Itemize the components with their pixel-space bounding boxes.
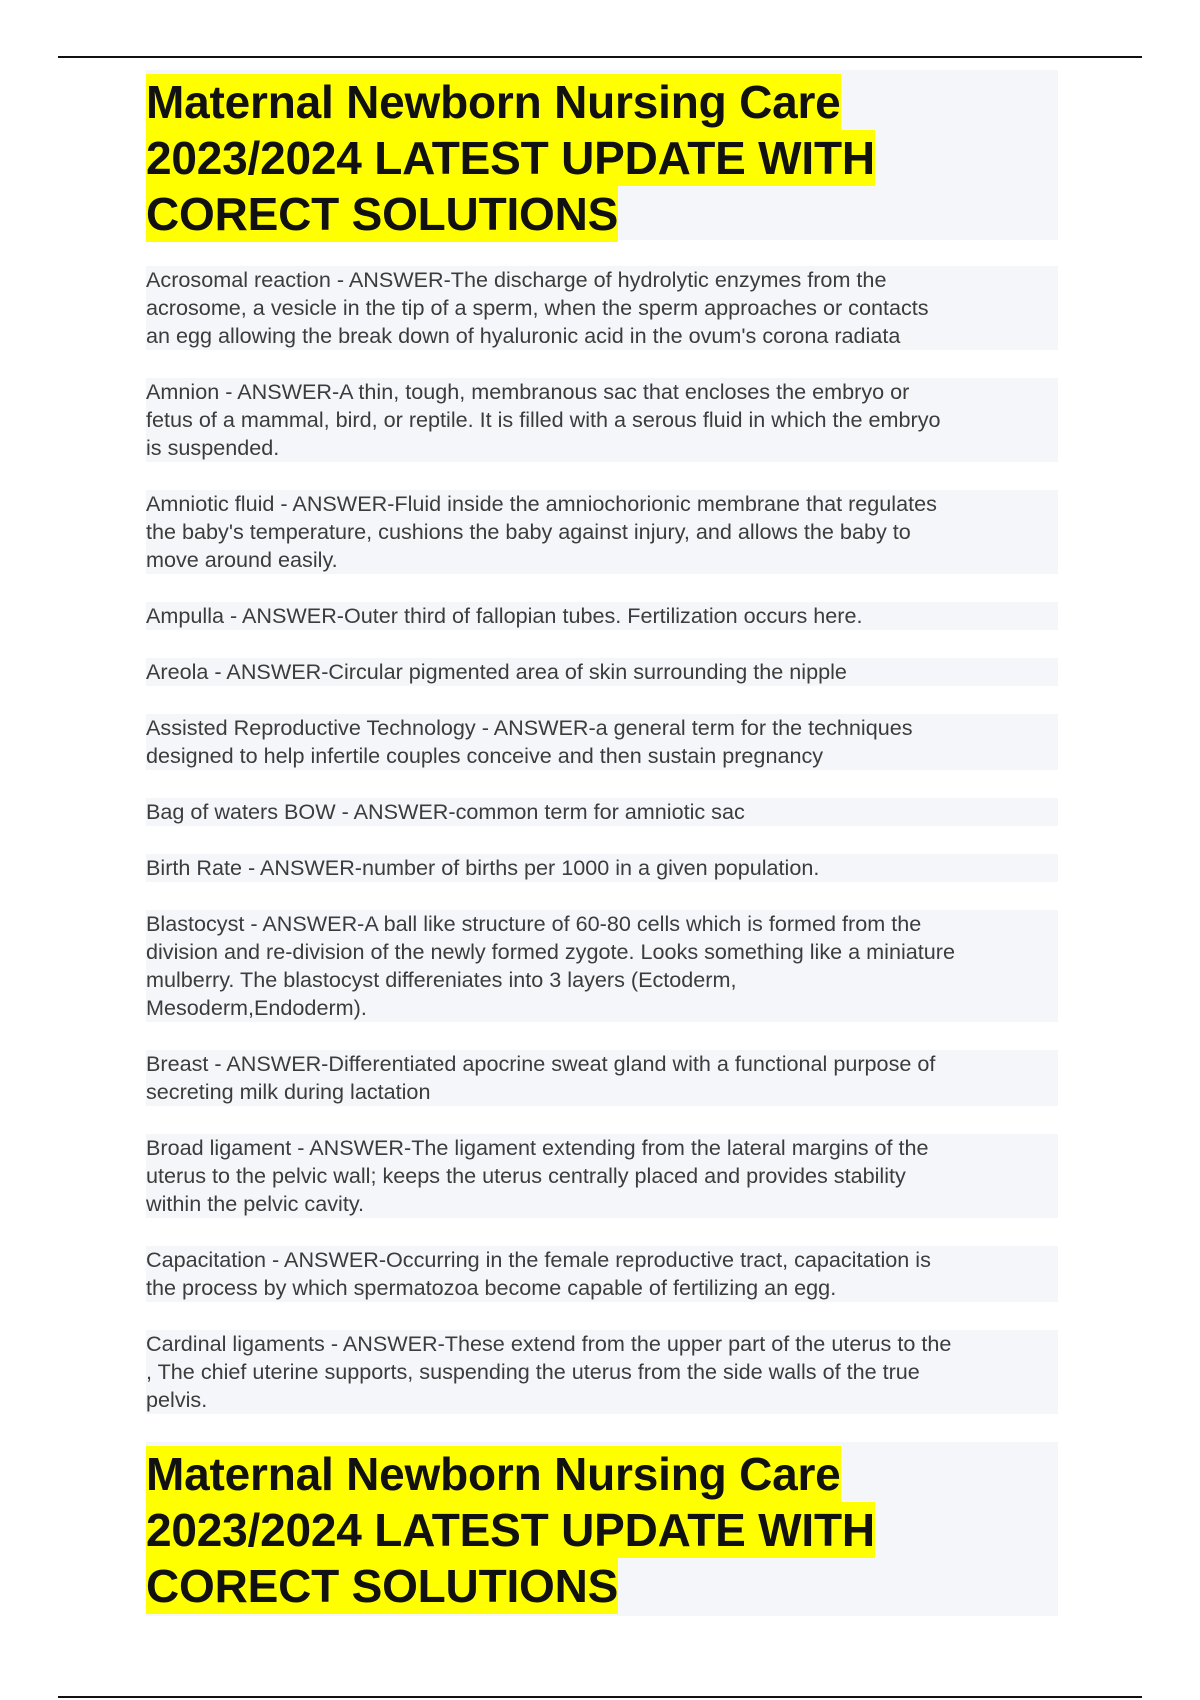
glossary-entry: Broad ligament - ANSWER-The ligament extending from the lateral margins of the uterus to the pelvic wall; keeps the uterus centrally placed and provides stability within the pelvic cavity. bbox=[146, 1134, 1058, 1218]
glossary-entry: Amnion - ANSWER-A thin, tough, membranous sac that encloses the embryo or fetus of a mammal, bird, or reptile. It is filled with a serous fluid in which the embryo is suspended. bbox=[146, 378, 1058, 462]
glossary-entry: Areola - ANSWER-Circular pigmented area of skin surrounding the nipple bbox=[146, 658, 1058, 686]
glossary-entry: Assisted Reproductive Technology - ANSWER-a general term for the techniques designed to help infertile couples conceive and then sustain pregnancy bbox=[146, 714, 1058, 770]
footer-title-line-2: 2023/2024 LATEST UPDATE WITH bbox=[146, 1504, 875, 1556]
bottom-rule bbox=[58, 1696, 1142, 1698]
glossary-entry: Breast - ANSWER-Differentiated apocrine sweat gland with a functional purpose of secreting milk during lactation bbox=[146, 1050, 1058, 1106]
footer-title-line-3: CORECT SOLUTIONS bbox=[146, 1560, 619, 1612]
glossary-entry: Bag of waters BOW - ANSWER-common term for amniotic sac bbox=[146, 798, 1058, 826]
glossary-entry: Ampulla - ANSWER-Outer third of fallopian tubes. Fertilization occurs here. bbox=[146, 602, 1058, 630]
title-line-3: CORECT SOLUTIONS bbox=[146, 188, 619, 240]
title-line-2: 2023/2024 LATEST UPDATE WITH bbox=[146, 132, 875, 184]
document-title bbox=[146, 70, 1058, 240]
footer-title-line-1: Maternal Newborn Nursing Care bbox=[146, 1448, 841, 1500]
glossary-entry: Blastocyst - ANSWER-A ball like structure of 60-80 cells which is formed from the division and re-division of the newly formed zygote. Looks something like a miniature mulberry. The blastocyst differeniates into 3 layers (Ectoderm, Mesoderm,Endoderm). bbox=[146, 910, 1058, 1022]
document-page bbox=[146, 70, 1058, 1616]
glossary-list bbox=[146, 266, 1058, 1414]
glossary-entry: Capacitation - ANSWER-Occurring in the female reproductive tract, capacitation is the process by which spermatozoa become capable of fertilizing an egg. bbox=[146, 1246, 1058, 1302]
glossary-entry: Acrosomal reaction - ANSWER-The discharge of hydrolytic enzymes from the acrosome, a vesicle in the tip of a sperm, when the sperm approaches or contacts an egg allowing the break down of hyaluronic acid in the ovum's corona radiata bbox=[146, 266, 1058, 350]
top-rule bbox=[58, 56, 1142, 58]
glossary-entry: Birth Rate - ANSWER-number of births per 1000 in a given population. bbox=[146, 854, 1058, 882]
glossary-entry: Amniotic fluid - ANSWER-Fluid inside the amniochorionic membrane that regulates the baby's temperature, cushions the baby against injury, and allows the baby to move around easily. bbox=[146, 490, 1058, 574]
footer-title bbox=[146, 1442, 1058, 1616]
title-line-1: Maternal Newborn Nursing Care bbox=[146, 76, 841, 128]
glossary-entry: Cardinal ligaments - ANSWER-These extend from the upper part of the uterus to the , The chief uterine supports, suspending the uterus from the side walls of the true pelvis. bbox=[146, 1330, 1058, 1414]
